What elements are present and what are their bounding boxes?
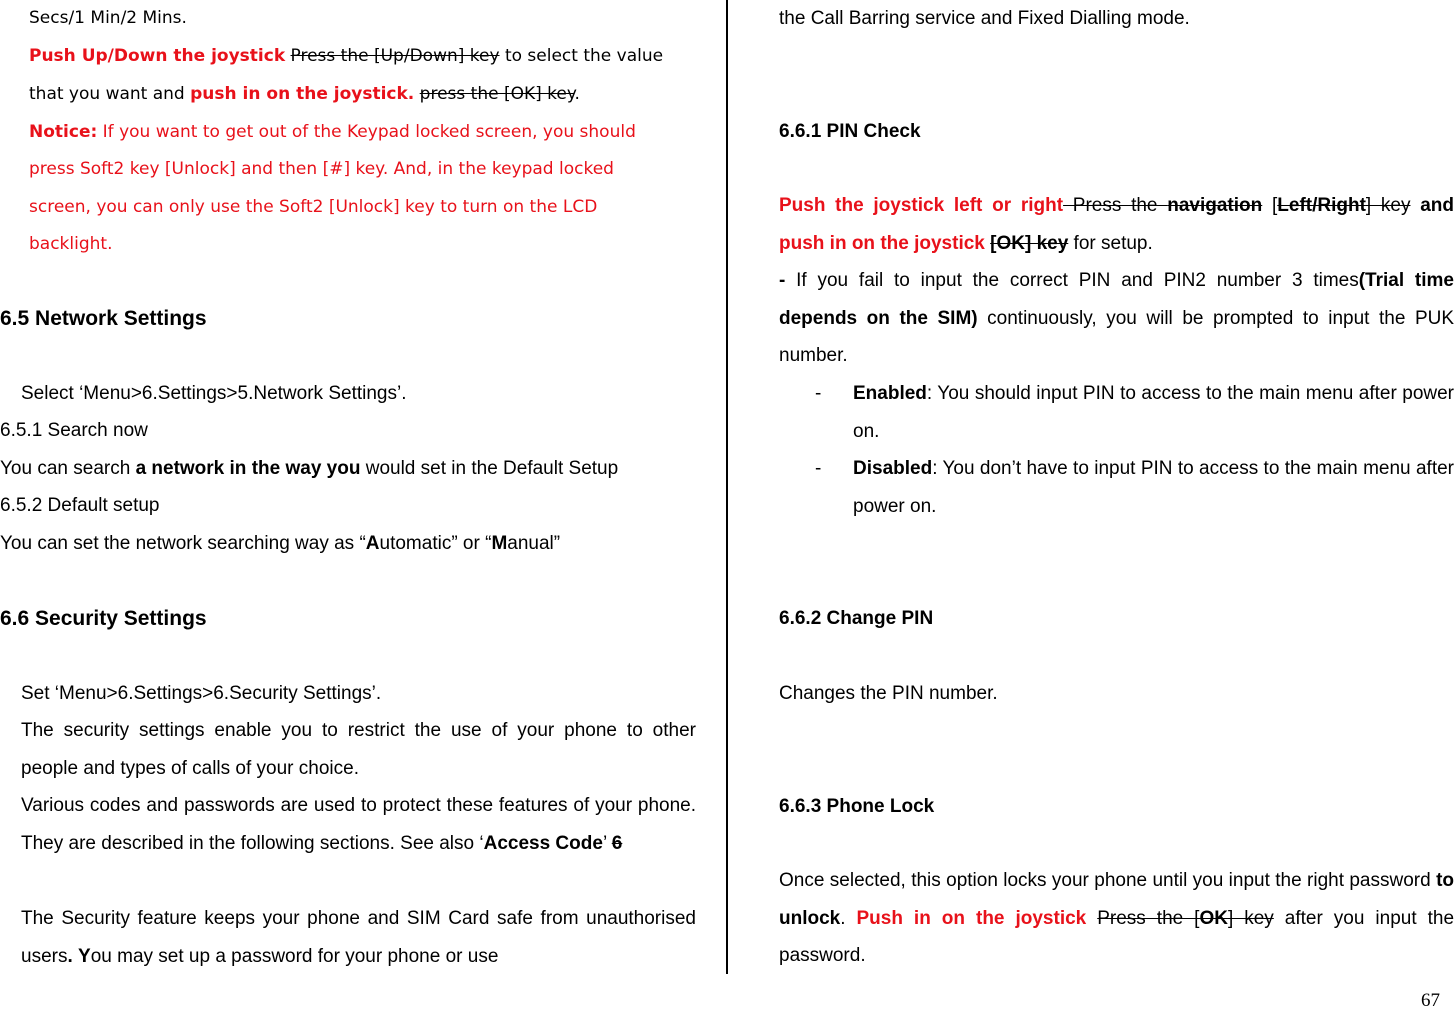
- notice-line3: screen, you can only use the Soft2 [Unlock] key to turn on the LCD: [29, 197, 598, 217]
- security-menu-path: Set ‘Menu>6.Settings>6.Security Settings’.: [21, 683, 382, 704]
- push-updown-text: Push Up/Down the joystick: [29, 46, 286, 66]
- keypad-instruction-line1: Push Up/Down the joystick Press the [Up/Down] key to select the value: [29, 46, 664, 66]
- phone-lock-text: Once selected, this option locks your phone until you input the right password to unlock. Push in on the joystick Press the [OK] key after you input the password.: [779, 870, 1454, 966]
- call-barring-continuation: the Call Barring service and Fixed Dialling mode.: [779, 8, 1190, 29]
- press-ok-struck: press the [OK] key: [419, 84, 575, 104]
- security-paragraph-3: The Security feature keeps your phone and SIM Card safe from unauthorised users. You may set up a password for your phone or use: [21, 908, 696, 967]
- pin-check-heading: 6.6.1 PIN Check: [779, 121, 921, 142]
- security-settings-heading: 6.6 Security Settings: [0, 607, 207, 630]
- phone-lock-heading: 6.6.3 Phone Lock: [779, 796, 935, 817]
- pin-fail-note: - If you fail to input the correct PIN and PIN2 number 3 times(Trial time depends on the SIM) continuously, you will be prompted to input the PUK number.: [779, 270, 1454, 366]
- search-now-subheading: 6.5.1 Search now: [0, 420, 148, 441]
- security-paragraph-2: Various codes and passwords are used to protect these features of your phone. They are described in the following sections. See also ‘Access Code’ 6: [21, 795, 696, 854]
- pin-check-instruction: Push the joystick left or right Press the navigation [Left/Right] key and push in on the joystick [OK] key for setup.: [779, 195, 1454, 254]
- page-number: 67: [1421, 990, 1440, 1011]
- notice-line4: backlight.: [29, 234, 113, 254]
- notice-line2: press Soft2 key [Unlock] and then [#] key. And, in the keypad locked: [29, 159, 614, 179]
- push-in-text: push in on the joystick.: [190, 84, 415, 104]
- change-pin-heading: 6.6.2 Change PIN: [779, 608, 934, 629]
- search-now-text: You can search a network in the way you would set in the Default Setup: [0, 458, 619, 479]
- press-updown-struck: Press the [Up/Down] key: [290, 46, 500, 66]
- default-setup-text: You can set the network searching way as “Automatic” or “Manual”: [0, 533, 561, 554]
- keypad-timeout-line: Secs/1 Min/2 Mins.: [29, 8, 187, 28]
- network-settings-heading: 6.5 Network Settings: [0, 307, 207, 330]
- column-divider: [726, 0, 728, 974]
- keypad-instruction-line2: that you want and push in on the joystick. press the [OK] key.: [29, 84, 580, 104]
- change-pin-text: Changes the PIN number.: [779, 683, 998, 704]
- default-setup-subheading: 6.5.2 Default setup: [0, 495, 160, 516]
- security-paragraph-1: The security settings enable you to restrict the use of your phone to other people and types of calls of your choice.: [21, 720, 696, 779]
- notice-line1: Notice: If you want to get out of the Keypad locked screen, you should: [29, 122, 636, 142]
- network-menu-path: Select ‘Menu>6.Settings>5.Network Settings’.: [21, 383, 407, 404]
- notice-label: Notice:: [29, 122, 98, 142]
